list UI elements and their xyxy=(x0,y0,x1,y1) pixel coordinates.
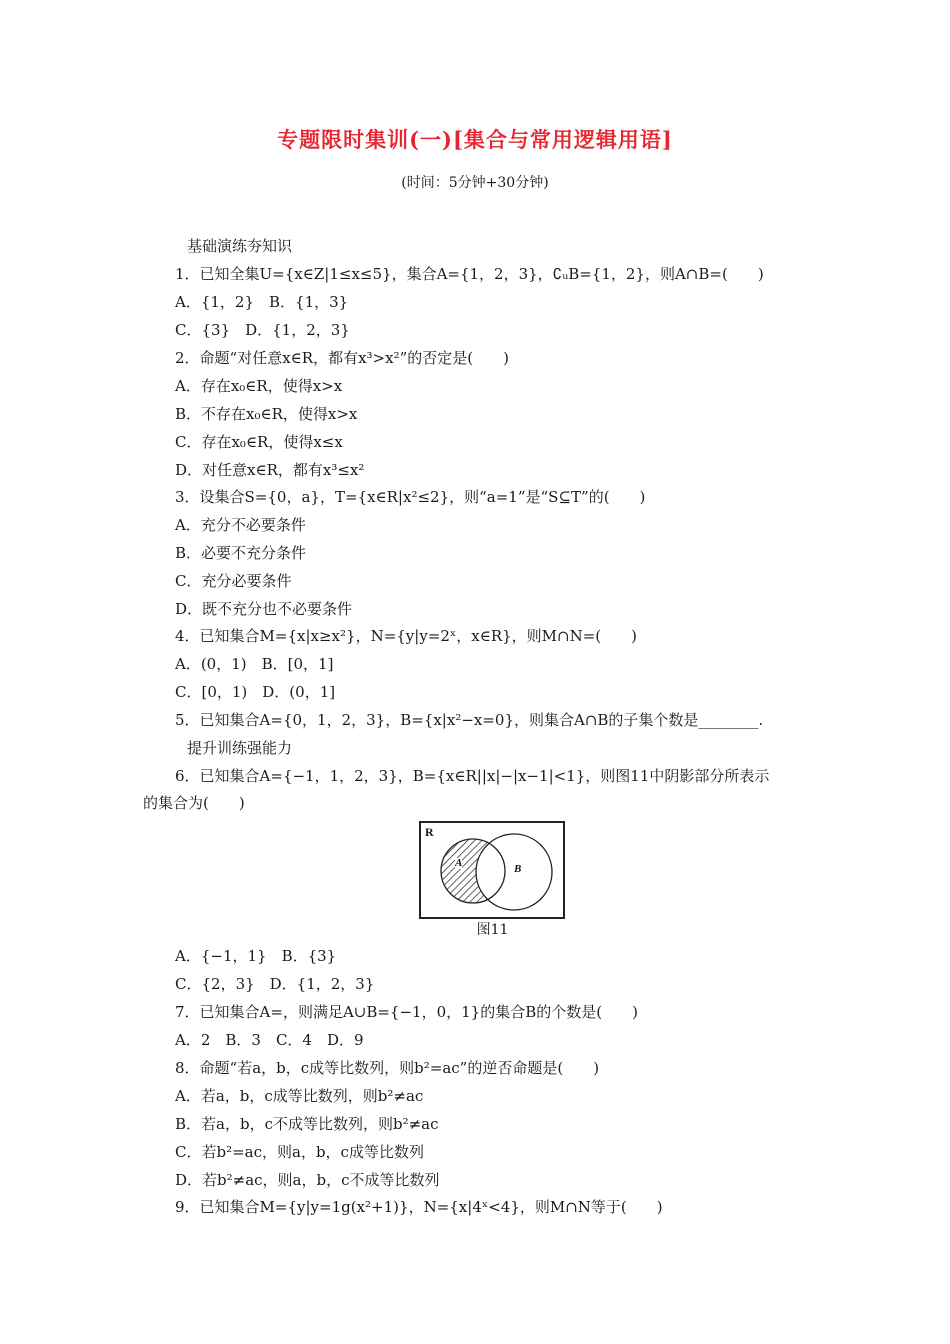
q6-option: C．{2，3} D．{1，2，3} xyxy=(175,975,375,993)
q3-stem: 3．设集合S={0，a}，T={x∈R|x²≤2}，则“a=1”是“S⊆T”的( ) xyxy=(175,488,646,506)
q8-stem: 8．命题“若a，b，c成等比数列，则b²=ac”的逆否命题是( ) xyxy=(175,1059,600,1077)
set-a-label: A xyxy=(455,857,463,869)
q4-option: A．(0，1) B．[0，1] xyxy=(175,655,334,673)
section-basic: 基础演练夯知识 xyxy=(187,237,293,255)
q7-option: A．2 B．3 C．4 D．9 xyxy=(175,1031,364,1049)
q2-stem: 2．命题“对任意x∈R，都有x³>x²”的否定是( ) xyxy=(175,349,509,367)
q3-option: D．既不充分也不必要条件 xyxy=(175,600,353,618)
q8-option: B．若a，b，c不成等比数列，则b²≠ac xyxy=(175,1115,439,1133)
venn-diagram xyxy=(419,821,565,919)
q6-option: A．{−1，1} B．{3} xyxy=(175,947,337,965)
figure-caption: 图11 xyxy=(476,922,509,938)
q4-stem: 4．已知集合M={x|x≥x²}，N={y|y=2ˣ，x∈R}，则M∩N=( ) xyxy=(175,627,638,645)
q2-option: C．存在x₀∈R，使得x≤x xyxy=(175,433,343,451)
universe-label: R xyxy=(425,825,434,839)
q2-option: B．不存在x₀∈R，使得x>x xyxy=(175,405,358,423)
venn-svg xyxy=(421,823,563,917)
q7-stem: 7．已知集合A=，则满足A∪B={−1，0，1}的集合B的个数是( ) xyxy=(175,1003,638,1021)
q2-option: A．存在x₀∈R，使得x>x xyxy=(175,377,343,395)
q4-option: C．[0，1) D．(0，1] xyxy=(175,683,336,701)
q1-option: A．{1，2} B．{1，3} xyxy=(175,293,349,311)
q3-option: B．必要不充分条件 xyxy=(175,544,307,562)
section-advanced: 提升训练强能力 xyxy=(187,739,293,757)
q3-option: A．充分不必要条件 xyxy=(175,516,306,534)
q8-option: A．若a，b，c成等比数列，则b²≠ac xyxy=(175,1087,424,1105)
page-title: 专题限时集训(一)[集合与常用逻辑用语] xyxy=(277,127,673,152)
q8-option: C．若b²=ac，则a，b，c成等比数列 xyxy=(175,1143,424,1161)
q2-option: D．对任意x∈R，都有x³≤x² xyxy=(175,461,365,479)
q8-option: D．若b²≠ac，则a，b，c不成等比数列 xyxy=(175,1171,440,1189)
q6-stem-continued: 的集合为( ) xyxy=(143,794,245,812)
q9-stem: 9．已知集合M={y|y=1g(x²+1)}，N={x|4ˣ<4}，则M∩N等于( ) xyxy=(175,1198,663,1216)
time-note: (时间：5分钟+30分钟) xyxy=(401,175,549,191)
q1-stem: 1．已知全集U={x∈Z|1≤x≤5}，集合A={1，2，3}，∁ᵤB={1，2}，则A∩B=( ) xyxy=(175,265,764,283)
set-b-label: B xyxy=(514,863,522,875)
q1-option: C．{3} D．{1，2，3} xyxy=(175,321,350,339)
q5-stem: 5．已知集合A={0，1，2，3}，B={x|x²−x=0}，则集合A∩B的子集个数是________. xyxy=(175,711,764,729)
q3-option: C．充分必要条件 xyxy=(175,572,292,590)
q6-stem: 6．已知集合A={−1，1，2，3}，B={x∈R||x|−|x−1|<1}，则图11中阴影部分所表示 xyxy=(175,767,770,785)
